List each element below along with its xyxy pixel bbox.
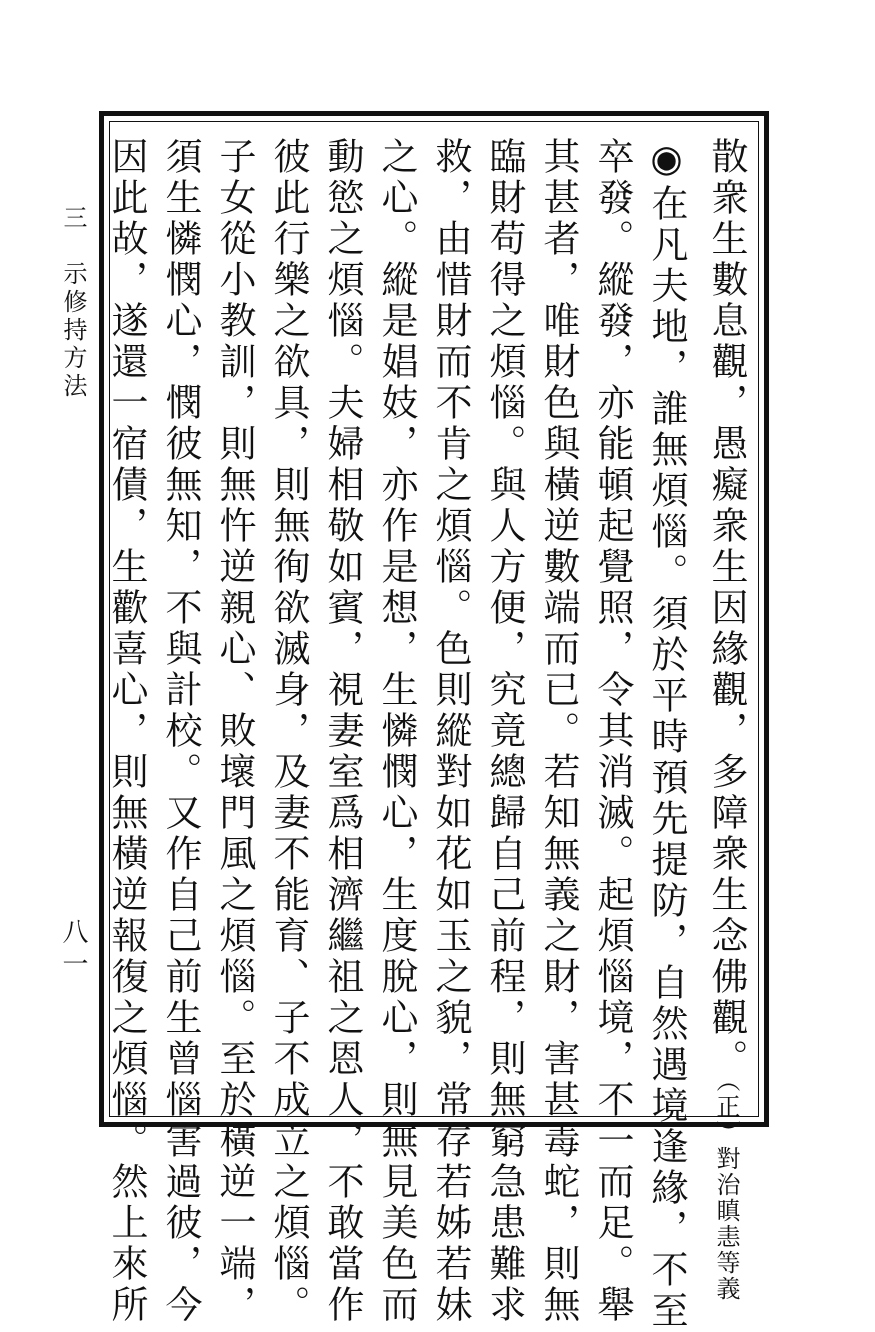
text-column-9: 彼此行樂之欲具，則無徇欲滅身，及妻不能育、子不成立之煩惱。 [267,137,310,1326]
text-column-4: 其甚者，唯財色與橫逆數端而已。若知無義之財，害甚毒蛇，則無 [537,137,580,1326]
page-number: 八一 [58,918,88,982]
body-text [105,137,753,1332]
text-column-10: 子女從小教訓，則無忤逆親心、敗壞門風之煩惱。至於橫逆一端， [213,137,256,1326]
text-column-5: 臨財苟得之煩惱。與人方便，究竟總歸自己前程，則無窮急患難求 [483,137,526,1326]
text-column-1 [699,137,753,1302]
section-heading: （正）對治瞋恚等義 [712,1080,740,1302]
running-head: 三 示修持方法 [59,205,87,401]
text-column-1-body: 散衆生數息觀，愚癡衆生因緣觀，多障衆生念佛觀。 [705,137,748,1080]
text-column-11: 須生憐憫心，憫彼無知，不與計校。又作自己前生曾惱害過彼，今 [159,137,202,1326]
text-column-3: 卒發。縱發，亦能頓起覺照，令其消滅。起煩惱境，不一而足。舉 [591,137,634,1326]
text-column-8: 動慾之煩惱。夫婦相敬如賓，視妻室爲相濟繼祖之恩人，不敢當作 [321,137,364,1326]
text-column-6: 救，由惜財而不肯之煩惱。色則縱對如花如玉之貌，常存若姊若妹 [429,137,472,1326]
text-column-12: 因此故，遂還一宿債，生歡喜心，則無橫逆報復之煩惱。然上來所 [105,137,148,1326]
text-column-2: ◉在凡夫地，誰無煩惱。須於平時預先提防，自然遇境逢緣，不至 [645,137,688,1332]
text-column-7: 之心。縱是娼妓，亦作是想，生憐憫心，生度脫心，則無見美色而 [375,137,418,1326]
